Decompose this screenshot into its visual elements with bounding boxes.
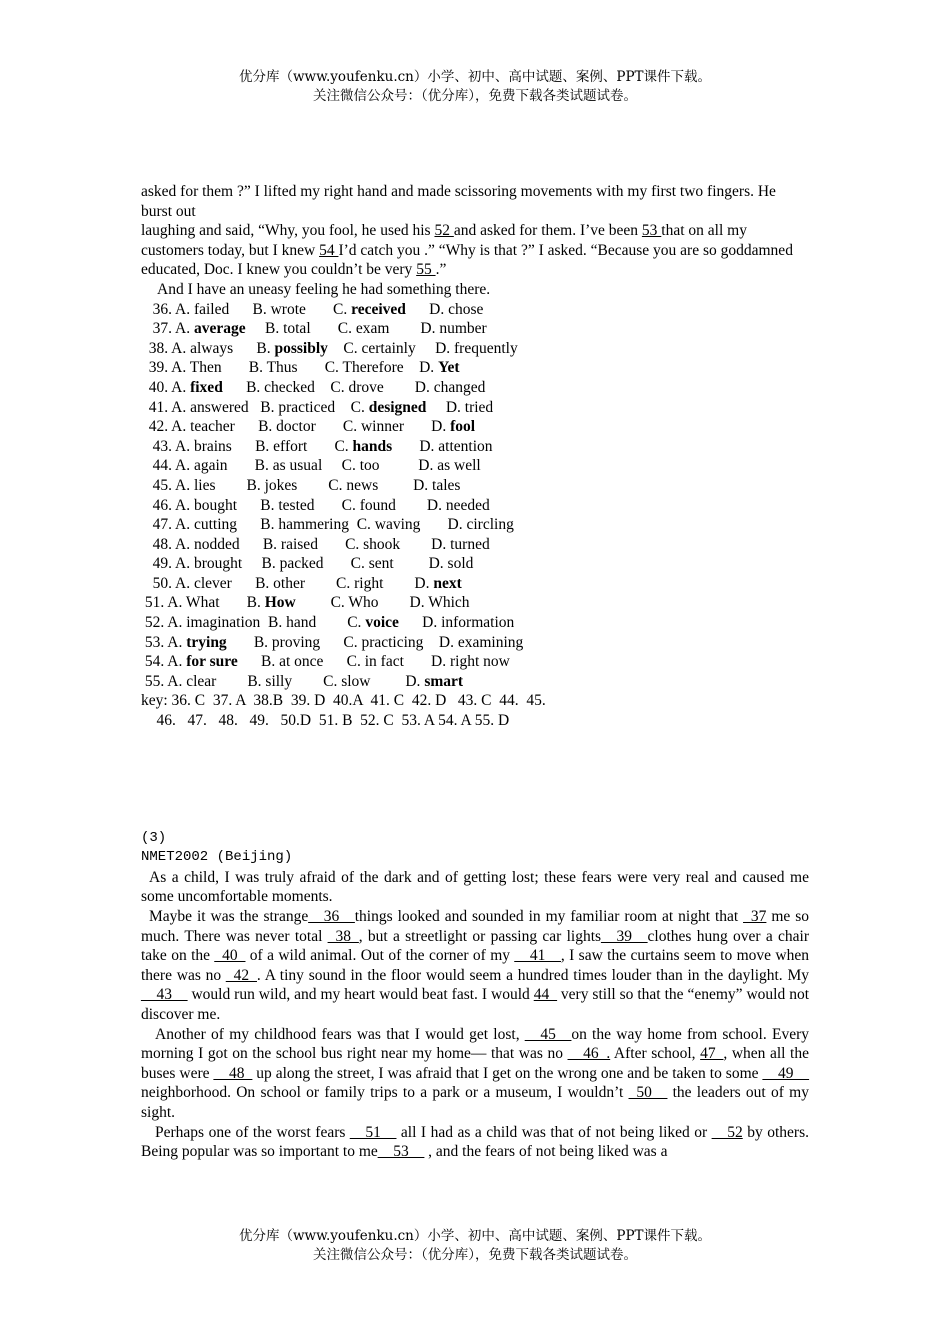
text-run: , and the fears of not being liked was a xyxy=(424,1143,668,1161)
blank: __53__ xyxy=(377,1143,425,1161)
text-run: by others. Being popular was so important to me xyxy=(141,1123,809,1161)
passage-line: asked for them ?” I lifted my right hand and made scissoring movements with my first two fingers. He burst out xyxy=(141,183,776,220)
option-text: 54. A. xyxy=(141,653,187,671)
section-paragraph-2 xyxy=(141,907,809,1025)
text-run: all I had as a child was that of not being liked or xyxy=(396,1123,712,1141)
option-text: 39. A. Then B. Thus C. Therefore D. xyxy=(141,359,439,377)
correct-answer: average xyxy=(193,320,246,338)
blank: __39__ xyxy=(601,927,648,945)
section-paragraph-1: As a child, I was truly afraid of the dark and of getting lost; these fears were very real and caused me some uncomfortable moments. xyxy=(141,868,809,906)
text-run: laughing and said, “Why, you fool, he used his xyxy=(141,222,435,240)
text-run: very still so that the “enemy” would not discover me. xyxy=(141,986,810,1023)
option-text: 38. A. always B. xyxy=(141,339,275,357)
section-number: (3) xyxy=(141,829,167,846)
option-text: 47. A. cutting B. hammering C. waving D. circling xyxy=(141,516,514,534)
option-text: 37. A. xyxy=(141,320,194,338)
option-text: 45. A. lies B. jokes C. news D. tales xyxy=(141,476,461,494)
text-run: clothes hung over a chair take on the xyxy=(141,927,809,965)
option-text: 53. A. xyxy=(141,633,187,651)
blank: __46_. xyxy=(567,1045,611,1063)
option-text: 43. A. brains B. effort C. xyxy=(141,437,353,455)
blank: __36__ xyxy=(308,908,355,925)
option-text: 40. A. xyxy=(141,378,191,396)
option-row xyxy=(141,417,809,437)
text-run: Maybe it was the strange xyxy=(149,908,309,925)
text-run: Another of my childhood fears was that I would get lost, xyxy=(155,1025,525,1043)
option-row xyxy=(141,593,809,613)
option-text: D. attention xyxy=(392,437,493,455)
blank: __41__ xyxy=(514,947,561,965)
option-text: B. checked C. drove D. changed xyxy=(222,378,486,396)
option-row xyxy=(141,456,809,476)
option-text: C. Who D. Which xyxy=(295,594,470,612)
spacer xyxy=(141,731,809,829)
blank-53: 53 xyxy=(641,222,662,240)
option-row xyxy=(141,339,809,359)
option-text: B. proving C. practicing D. examining xyxy=(226,633,524,651)
text-run: , I saw the curtains seem to move when there was no xyxy=(141,947,809,984)
blank: __48_ xyxy=(213,1064,253,1082)
blank: __43__ xyxy=(141,986,188,1004)
option-text: 41. A. answered B. practiced C. xyxy=(141,398,369,416)
section-paragraph-4 xyxy=(141,1123,809,1162)
blank: __45__ xyxy=(524,1025,572,1043)
text-run: I’d catch you .” “Why is that ?” I asked. “Because you are so goddamned educated, Doc. I knew you couldn’t be very xyxy=(141,241,793,279)
option-row xyxy=(141,358,809,378)
option-text: 52. A. imagination B. hand C. xyxy=(141,614,366,632)
header-line-2: 关注微信公众号：（优分库），免费下载各类试题试卷。 xyxy=(313,88,637,104)
option-text: 48. A. nodded B. raised C. shook D. turned xyxy=(141,535,490,553)
blank-54: 54 xyxy=(319,241,339,259)
option-row xyxy=(141,613,809,633)
option-text: 55. A. clear B. silly C. slow D. xyxy=(141,672,425,690)
option-row xyxy=(141,535,809,555)
section-source: NMET2002 (Beijing) xyxy=(141,849,293,866)
option-row xyxy=(141,437,809,457)
text-run: on the way home from school. Every morning I got on the school bus right near my home— that was no xyxy=(141,1025,809,1063)
correct-answer: fixed xyxy=(190,378,223,396)
header-line-1: 优分库（www.youfenku.cn）小学、初中、高中试题、案例、PPT课件下载。 xyxy=(238,69,712,85)
option-row xyxy=(141,515,809,535)
answer-key-line-1: key: 36. C 37. A 38.B 39. D 40.A 41. C 42. D 43. C 44. 45. xyxy=(141,692,546,710)
correct-answer: How xyxy=(264,594,296,612)
option-text: 44. A. again B. as usual C. too D. as well xyxy=(141,457,481,475)
blank: _42_ xyxy=(225,966,257,984)
option-text: D. information xyxy=(398,614,515,632)
option-text: C. certainly D. frequently xyxy=(327,339,518,357)
correct-answer: received xyxy=(351,300,406,318)
blank: _38_ xyxy=(327,927,359,945)
passage-line: And I have an uneasy feeling he had something there. xyxy=(157,280,491,298)
text-run: Perhaps one of the worst fears xyxy=(155,1123,350,1141)
option-text: B. at once C. in fact D. right now xyxy=(237,653,510,671)
text-run: After school, xyxy=(610,1045,701,1063)
blank: _40_ xyxy=(214,947,246,965)
blank: __52 xyxy=(711,1123,743,1141)
text-run: , when all the buses were xyxy=(141,1045,809,1082)
correct-answer: designed xyxy=(368,398,427,416)
answer-options-list xyxy=(141,300,809,692)
blank: __49__ xyxy=(762,1064,809,1082)
blank-55: 55 xyxy=(416,261,436,279)
correct-answer: smart xyxy=(424,672,464,690)
option-text: 51. A. What B. xyxy=(141,594,265,612)
footer-line-1: 优分库（www.youfenku.cn）小学、初中、高中试题、案例、PPT课件下载。 xyxy=(238,1228,712,1244)
option-row xyxy=(141,378,809,398)
correct-answer: next xyxy=(433,574,462,592)
correct-answer: possibly xyxy=(274,339,328,357)
blank: __51__ xyxy=(349,1123,397,1141)
correct-answer: voice xyxy=(365,614,399,632)
option-row xyxy=(141,554,809,574)
text-run: neighborhood. On school or family trips to a park or a museum, I wouldn’t xyxy=(141,1084,629,1102)
option-row xyxy=(141,496,809,516)
answer-key-line-2: 46. 47. 48. 49. 50.D 51. B 52. C 53. A 54. A 55. D xyxy=(141,712,510,730)
option-text: D. chose xyxy=(405,300,484,318)
section-paragraph-3 xyxy=(141,1025,809,1123)
blank: _50__ xyxy=(628,1084,668,1102)
option-text: 50. A. clever B. other C. right D. xyxy=(141,574,434,592)
text-run: .” xyxy=(435,261,447,279)
option-row xyxy=(141,652,809,672)
text-run: things looked and sounded in my familiar room at night that xyxy=(354,908,744,925)
correct-answer: for sure xyxy=(186,653,238,671)
option-row xyxy=(141,319,809,339)
blank: 44_ xyxy=(533,986,557,1004)
option-text: 36. A. failed B. wrote C. xyxy=(141,300,352,318)
passage-paragraph xyxy=(141,221,809,280)
option-row xyxy=(141,672,809,692)
page-footer xyxy=(0,1227,950,1265)
correct-answer: fool xyxy=(450,418,476,436)
option-row xyxy=(141,398,809,418)
document-body xyxy=(141,182,809,1162)
blank: _37 xyxy=(743,908,767,925)
text-run: me so much. There was never total xyxy=(141,908,809,945)
option-row xyxy=(141,633,809,653)
option-text: 46. A. bought B. tested C. found D. needed xyxy=(141,496,490,514)
text-run: . A tiny sound in the floor would seem a hundred times louder than in the daylight. My xyxy=(256,966,809,984)
blank-52: 52 xyxy=(434,222,454,240)
text-run: that on all my customers today, but I knew xyxy=(141,222,747,259)
option-row xyxy=(141,476,809,496)
option-text: 42. A. teacher B. doctor C. winner D. xyxy=(141,418,451,436)
text-run: , but a streetlight or passing car lights xyxy=(358,927,602,945)
text-run: of a wild animal. Out of the corner of my xyxy=(245,947,515,965)
footer-line-2: 关注微信公众号：（优分库），免费下载各类试题试卷。 xyxy=(313,1247,637,1263)
option-row xyxy=(141,574,809,594)
text-run: the leaders out of my sight. xyxy=(141,1084,809,1121)
option-text: D. tried xyxy=(426,398,494,416)
correct-answer: trying xyxy=(186,633,227,651)
text-run: and asked for them. I’ve been xyxy=(453,222,642,240)
text-run: would run wild, and my heart would beat fast. I would xyxy=(187,986,534,1004)
blank: 47_ xyxy=(700,1045,724,1063)
text-run: up along the street, I was afraid that I get on the wrong one and be taken to some xyxy=(252,1064,763,1082)
correct-answer: Yet xyxy=(438,359,460,377)
option-text: 49. A. brought B. packed C. sent D. sold xyxy=(141,555,474,573)
page-header xyxy=(0,68,950,106)
option-text: B. total C. exam D. number xyxy=(245,320,487,338)
correct-answer: hands xyxy=(352,437,393,455)
option-row xyxy=(141,300,809,320)
